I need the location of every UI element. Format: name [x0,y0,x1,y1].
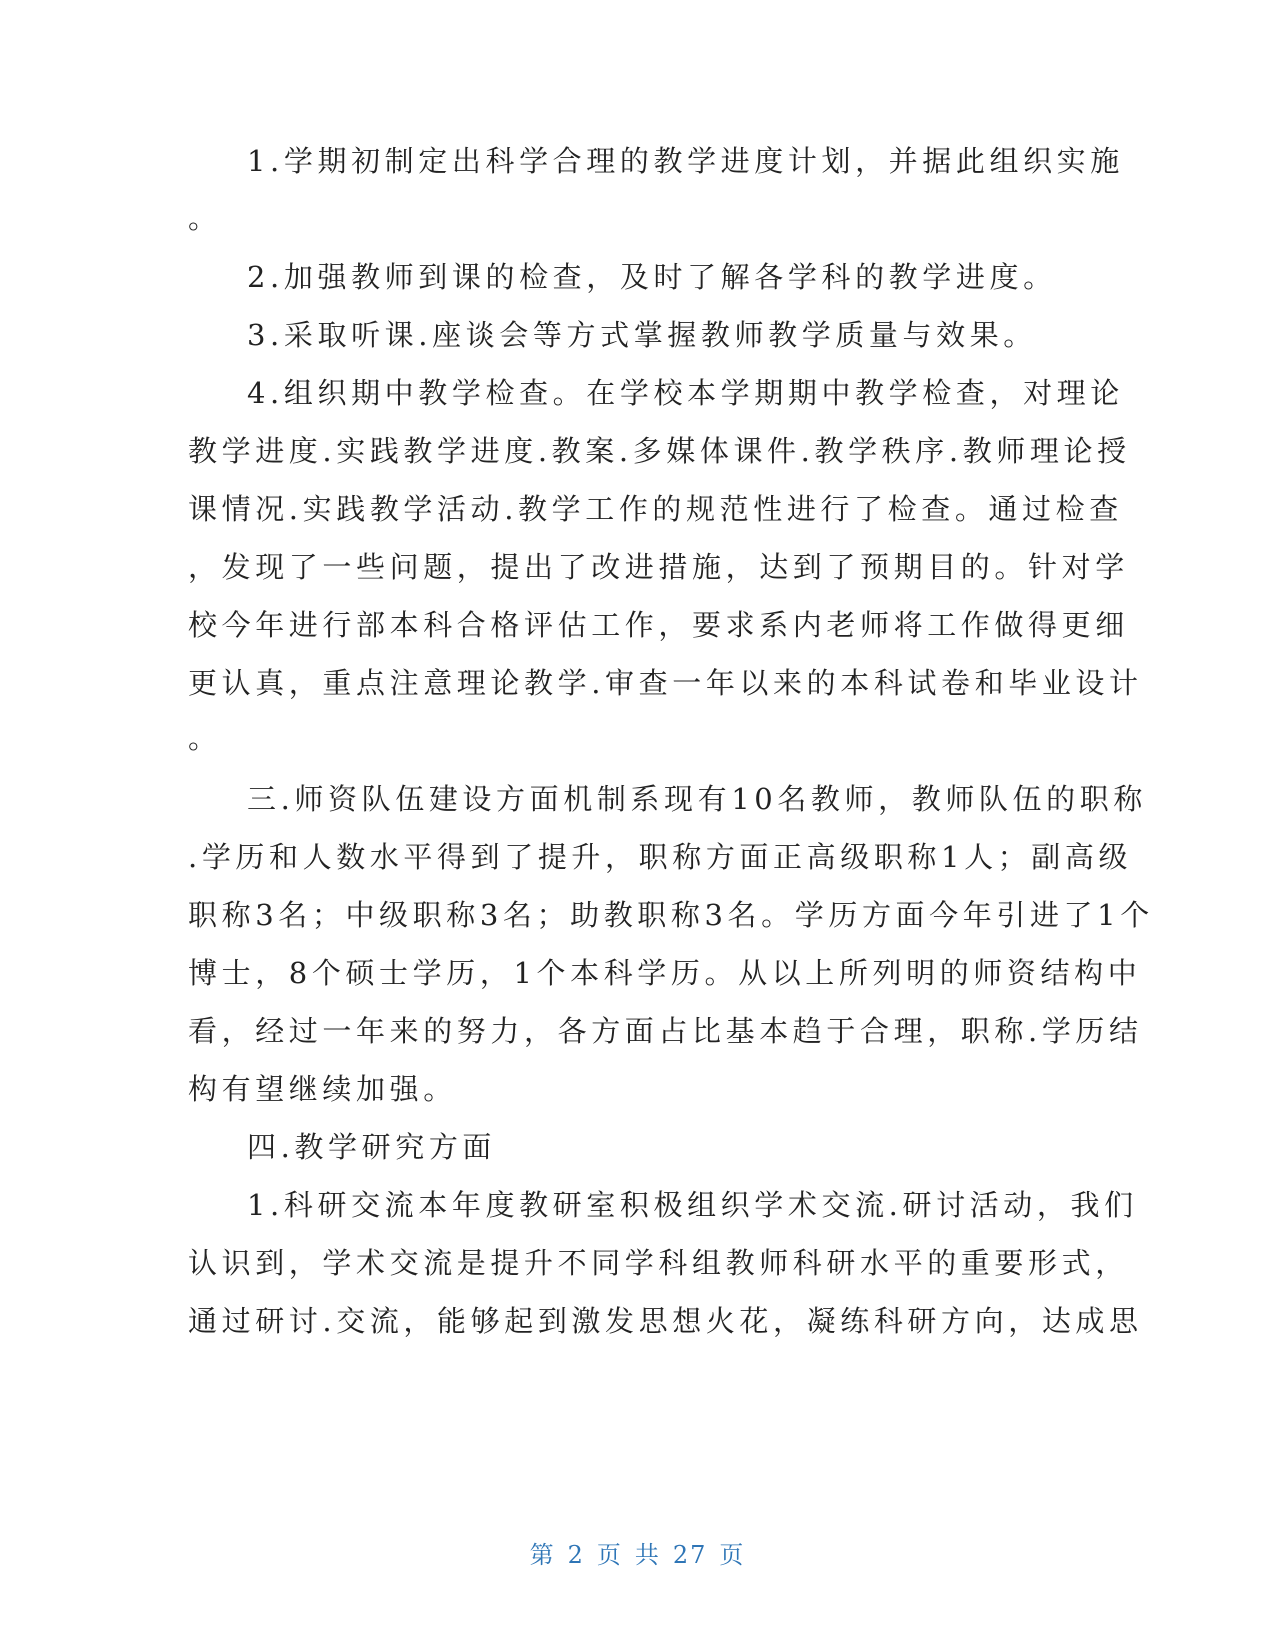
text-line: ，发现了一些问题，提出了改进措施，达到了预期目的。针对学 [188,550,1129,584]
text-line: 博士，8个硕士学历，1个本科学历。从以上所列明的师资结构中 [188,956,1142,990]
text-line: 课情况.实践教学活动.教学工作的规范性进行了检查。通过检查 [188,492,1123,526]
text-line: 2.加强教师到课的检查，及时了解各学科的教学进度。 [247,260,1057,294]
section-heading: 四.教学研究方面 [247,1130,497,1164]
text-line: 认识到，学术交流是提升不同学科组教师科研水平的重要形式， [188,1246,1129,1280]
text-line: 1.科研交流本年度教研室积极组织学术交流.研讨活动，我们 [247,1188,1138,1222]
text-line: .学历和人数水平得到了提升，职称方面正高级职称1人；副高级 [188,840,1133,874]
text-line: 校今年进行部本科合格评估工作，要求系内老师将工作做得更细 [188,608,1129,642]
text-line: 。 [188,201,222,235]
text-line: 更认真，重点注意理论教学.审查一年以来的本科试卷和毕业设计 [188,666,1143,700]
text-line: 构有望继续加强。 [188,1072,457,1106]
footer-total-pages: 27 [672,1541,708,1569]
text-line: 。 [188,721,222,755]
text-line: 4.组织期中教学检查。在学校本学期期中教学检查，对理论 [247,376,1124,410]
footer-current-page: 2 [567,1541,585,1569]
footer-page-word: 页 [596,1541,623,1569]
text-line: 教学进度.实践教学进度.教案.多媒体课件.教学秩序.教师理论授 [188,434,1131,468]
text-line: 职称3名；中级职称3名；助教职称3名。学历方面今年引进了1个 [188,898,1154,932]
footer-total-word: 共 [634,1541,661,1569]
text-line: 1.学期初制定出科学合理的教学进度计划，并据此组织实施 [247,144,1124,178]
text-line: 三.师资队伍建设方面机制系现有10名教师，教师队伍的职称 [247,782,1147,816]
footer-prefix: 第 [529,1541,556,1569]
text-line: 3.采取听课.座谈会等方式掌握教师教学质量与效果。 [247,318,1037,352]
page-footer [0,1535,1275,1570]
text-line: 看，经过一年来的努力，各方面占比基本趋于合理，职称.学历结 [188,1014,1143,1048]
text-line: 通过研讨.交流，能够起到激发思想火花，凝练科研方向，达成思 [188,1304,1143,1338]
footer-suffix: 页 [719,1541,746,1569]
